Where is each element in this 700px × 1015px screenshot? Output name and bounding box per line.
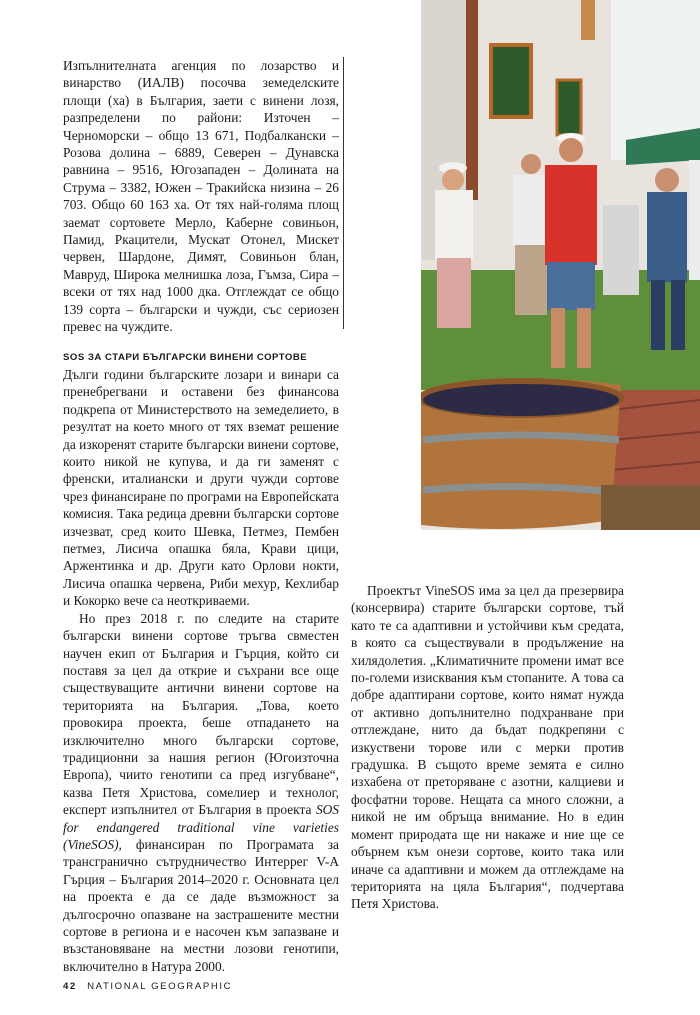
paragraph-3: Проектът VineSOS има за цел да презервира (консервира) старите български сортове, тъй като те са адаптивни и устойчиви към средата, в която са съществували в продължение на хилядолетия. „Климатичните промени имат все по-големи изисквания към стопаните. А това са добре адаптирани сортове, които нямат нужда от активно допълнително подхранване при отглеждане, нито да бъдат подкрепяни с изкуствени торове или с мерки против градушка. В същото време земята е силно изхабена от преторяване с азотни, калциеви и фосфатни торове. Нещата са много сложни, а никой не им обръща внимание. Но в един момент природата ще ни накаже и ние ще се обърнем към онези сортове, които така или иначе са адаптивни и можем да отглеждаме на територията на цяла България“, подчертава Петя Христова. (351, 583, 624, 912)
section-heading: SOS ЗА СТАРИ БЪЛГАРСКИ ВИНЕНИ СОРТОВЕ (63, 352, 308, 363)
paragraph-1: Дълги години българските лозари и винари са пренебрегвани и оставени без финансова подкрепа от Министерството на земеделието, в резултат на което много от тях вземат решение да изкоренят старите български винени сортове, които никой не купува, и да ги заменят с френски, италиански и други чужди сортове чрез финансиране по програми на Европейската комисия. Така редица древни български сортове изчезват, сред които Шевка, Петмез, Пембен петмез, Лисича опашка бяла, Крави цици, Аржентинка и др. Други като Орлови нокти, Лисича опашка червена, Риби мехур, Кехлибар и Кокорко вече са неоткриваеми. (63, 367, 339, 609)
page-footer (63, 981, 232, 992)
paragraph-2 (63, 610, 339, 976)
publication-name: NATIONAL GEOGRAPHIC (87, 981, 233, 992)
paragraph-2-text-a: Но през 2018 г. по следите на старите български винени сортове тръгва свместен научен екип от България и Гърция, който си поставя за цел да открие и съхрани все още съществуващите антични винени сортове на територията на България. „Това, което провокира проекта, беше отпадането на изключително много български сортове, традиционни за нашия регион (Югоизточна Европа), чиито генотипи са пред изгубване“, казва Петя Христова, сомелиер и технолог, експерт изпълнител от България в проекта (63, 610, 339, 818)
grape-barrel-photo (421, 0, 700, 530)
page-number: 42 (63, 981, 77, 992)
project-name-italic: SOS for endangered traditional vine varieties (VineSOS) (63, 802, 339, 852)
photo-illustration (421, 0, 700, 530)
paragraph-2-text-b: , финансиран по Програмата за трансгранично сътрудничество Интеррег V-A Гърция – България 2014–2020 г. Основната цел на проекта е да се даде възможност за дългосрочно опазване на застрашените местни сортове в региона и е насочен към запазване и възстановяване на местни лозови генотипи, включително в Натура 2000. (63, 836, 339, 974)
main-column-right (351, 582, 624, 913)
main-column-left (63, 351, 339, 975)
column-rule (343, 57, 344, 329)
intro-paragraph: Изпълнителната агенция по лозарство и винарство (ИАЛВ) посочва земеделските площи (ха) в България, заети с винени лозя, разпределени по райони: Източен – Черноморски – общо 13 671, Подбалкански – Розова долина – 6889, Северен – Дунавска равнина – 9516, Югозападен – Долината на Струма – 3382, Южен – Тракийска низина – 26 703. Общо 60 163 ха. От тях най-голяма площ заемат сортовете Мерло, Каберне совиньон, Памид, Ркацители, Мускат Отонел, Мискет червен, Шардоне, Димят, Совиньон блан, Мавруд, Широка мелнишка лоза, Гъмза, Сира – всеки от тях над 1000 дка. Отглеждат се общо 139 сорта – български и чужди, със сериозен превес на чуждите. (63, 58, 339, 335)
intro-column (63, 57, 339, 336)
